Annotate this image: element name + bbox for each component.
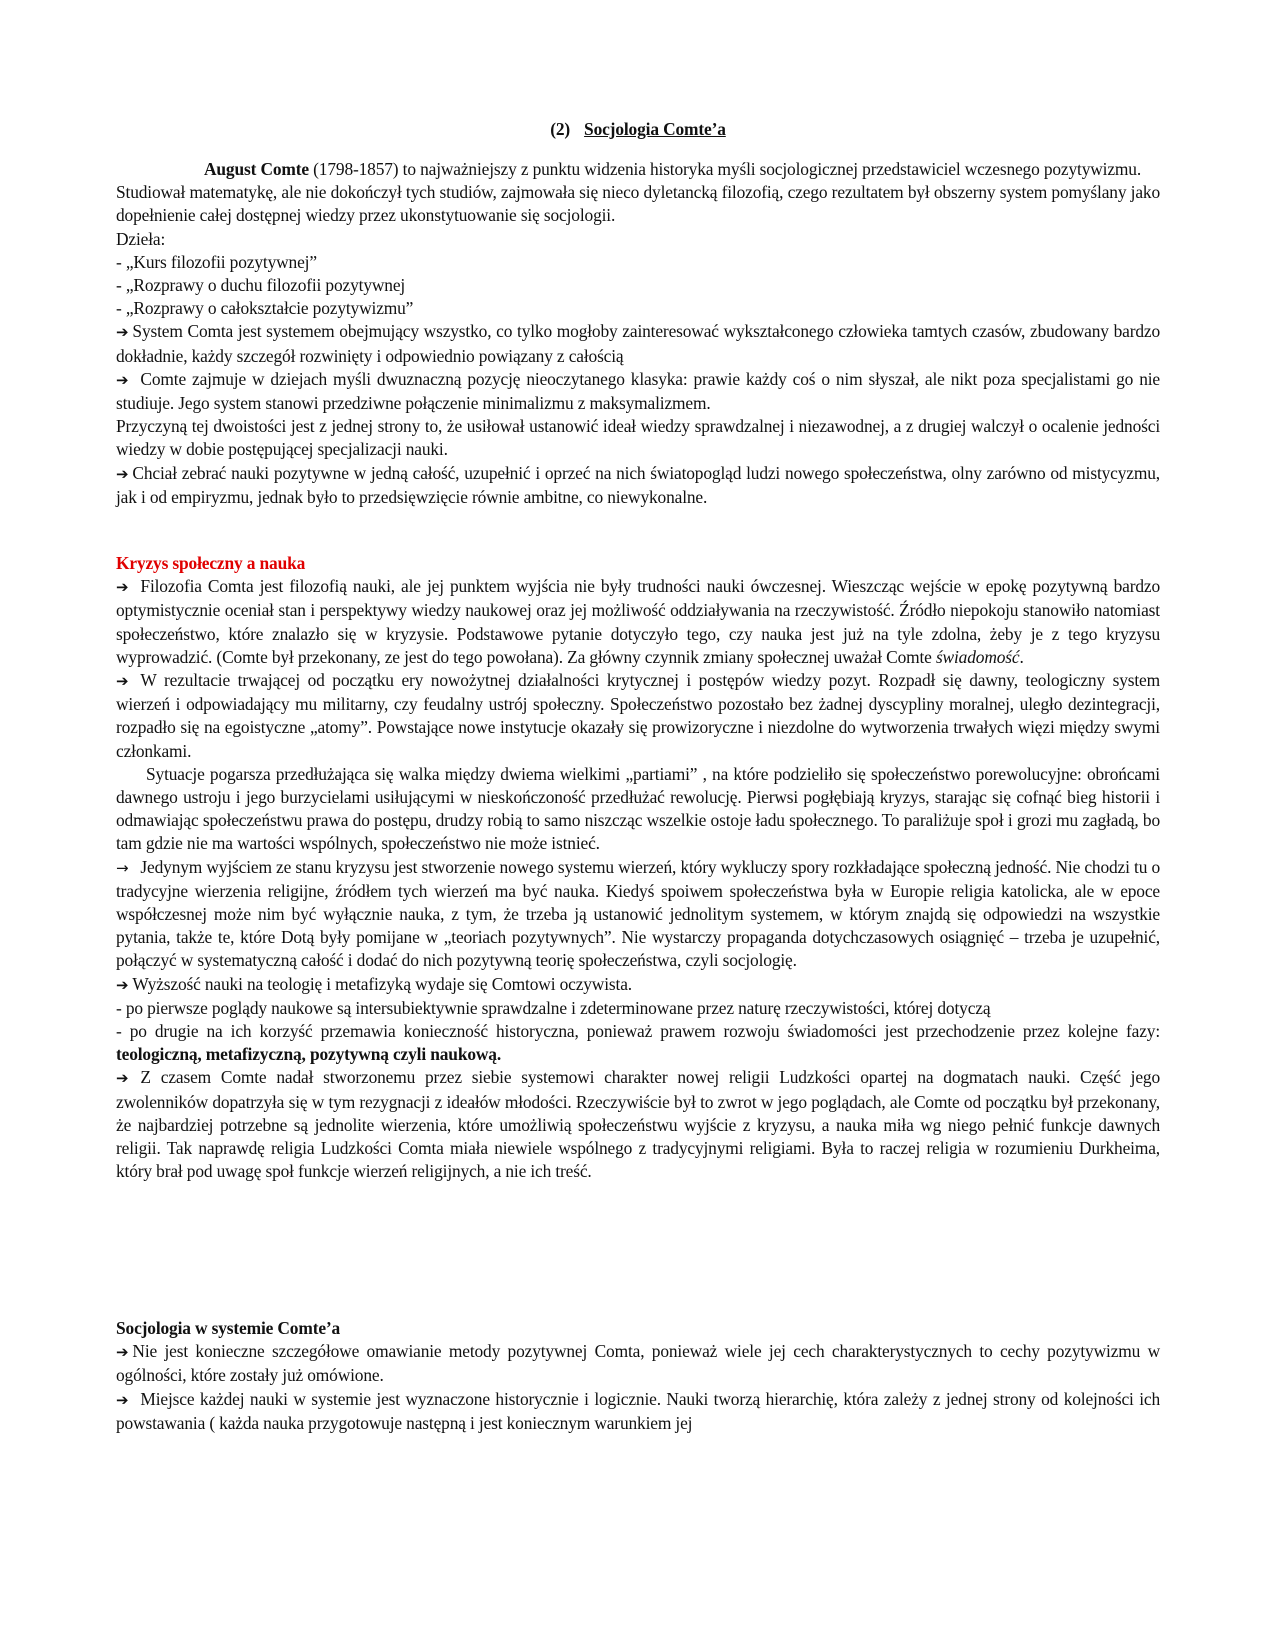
works-label: Dzieła: — [116, 228, 166, 249]
section-heading-crisis: Kryzys społeczny a nauka — [116, 553, 306, 573]
arrow-right-icon: ➔ — [116, 1069, 129, 1088]
work-item: - „Rozprawy o duchu filozofii pozytywnej — [116, 275, 406, 296]
crisis-bullet-1: - po pierwsze poglądy naukowe są intersubiektywnie sprawdzalne i zdeterminowane przez naturę rzeczywistości, której dotyczą — [116, 997, 991, 1018]
emphasis-awareness: świadomość — [935, 646, 1020, 667]
crisis-paragraph-5: ➔ Wyższość nauki na teologię i metafizyką wydaje się Comtowi oczywista. — [116, 973, 632, 994]
page-title — [116, 118, 1160, 141]
phases-list: teologiczną, metafizyczną, pozytywną czyli naukową. — [116, 1044, 502, 1065]
arrow-right-icon: ➔ — [116, 578, 129, 597]
arrow-right-icon: ➔ — [116, 323, 129, 342]
studies-paragraph: Studiował matematykę, ale nie dokończył tych studiów, zajmowała się nieco dyletancką filozofią, czego rezultatem był obszerny system pomyślany jako dopełnienie całej dostępnej wiedzy przez ukonstytuowanie się socjologii. — [116, 182, 1160, 226]
classic-paragraph: ➔ Comte zajmuje w dziejach myśli dwuznaczną pozycję nieoczytanego klasyka: prawie każdy coś o nim słyszał, ale nikt poza specjalistami go nie studiuje. Jego system stanowi przedziwne połączenie minimalizmu z maksymalizmem. — [116, 368, 1160, 414]
title-text: Socjologia Comte’a — [584, 119, 726, 139]
sociology-paragraph-2: ➔ Miejsce każdej nauki w systemie jest wyznaczone historycznie i logicznie. Nauki tworzą hierarchię, która zależy z jednej strony od kolejności ich powstawania ( każda nauka przygotowuje następną i jest koniecznym warunkiem jej — [116, 1388, 1160, 1433]
section-sociology — [116, 1317, 1160, 1435]
arrow-right-icon: ➔ — [116, 1390, 129, 1409]
arrow-right-icon: ➔ — [116, 464, 129, 483]
crisis-bullet-2: - po drugie na ich korzyść przemawia konieczność historyczna, ponieważ prawem rozwoju świadomości jest przechodzenie przez kolejne fazy: teologiczną, metafizyczną, pozytywną czyli naukową. — [116, 1021, 1160, 1065]
work-item: - „Rozprawy o całokształcie pozytywizmu” — [116, 298, 414, 319]
section-crisis — [116, 552, 1160, 1183]
crisis-paragraph-4: → Jedynym wyjściem ze stanu kryzysu jest stworzenie nowego systemu wierzeń, który wykluczy spory rozkładające społeczną jedność. Nie chodzi tu o tradycyjne wierzenia religijne, źródłem tych wierzeń ma być nauka. Kiedyś spoiwem społeczeństwa była w Europie religia katolicka, ale w epoce współczesnej może nim być wyłącznie nauka, z tym, że trzeba ją ustanowić jednolitym systemem, w którym znajdą się odpowiedzi na wszystkie pytania, także te, które Dotą były pomijane w „teoriach pozytywnych”. Nie wystarczy propaganda dotychczasowych osiągnięć – trzeba je uzupełnić, połączyć w systematyczną całość i dodać do nich pozytywną teorię społeczeństwa, czyli socjologię. — [116, 856, 1160, 971]
arrow-right-icon: ➔ — [116, 975, 129, 994]
crisis-paragraph-3: Sytuacje pogarsza przedłużająca się walka między dwiema wielkimi „partiami” , na które podzieliło się społeczeństwo porewolucyjne: obrońcami dawnego ustroju i jego burzycielami usiłującymi w nieskończoność przedłużać rewolucję. Pierwsi pogłębiają kryzys, starając się cofnąć bieg historii i odmawiając społeczeństwu prawa do postępu, drudzy robią to samo niszcząc wszelkie ostoje ładu społecznego. To paraliżuje społ i grozi mu zagładą, bo tam gdzie nie ma wartości wspólnych, społeczeństwo nie może istnieć. — [116, 763, 1160, 854]
title-number: (2) — [550, 119, 571, 139]
gather-paragraph: ➔ Chciał zebrać nauki pozytywne w jedną całość, uzupełnić i oprzeć na nich światopogląd ludzi nowego społeczeństwa, olny zarówno od mistycyzmu, jak i od empiryzmu, jednak było to przedsięwzięcie równie ambitne, co niewykonalne. — [116, 462, 1160, 507]
work-item: - „Kurs filozofii pozytywnej” — [116, 251, 317, 272]
arrow-right-icon: → — [116, 858, 129, 877]
duality-paragraph: Przyczyną tej dwoistości jest z jednej strony to, że usiłował ustanowić ideał wiedzy sprawdzalnej i niezawodnej, a z drugiej walczył o ocalenie jedności wiedzy w dobie postępującej specjalizacji nauki. — [116, 416, 1160, 460]
system-paragraph: ➔ System Comta jest systemem obejmujący wszystko, co tylko mogłoby zainteresować wykształconego człowieka tamtych czasów, zbudowany bardzo dokładnie, każdy szczegół rozwinięty i odpowiednio powiązany z całością — [116, 321, 1160, 366]
intro-paragraph: August Comte (1798-1857) to najważniejszy z punktu widzenia historyka myśli socjologicznej przedstawiciel wczesnego pozytywizmu. — [204, 159, 1142, 179]
sociology-paragraph-1: ➔ Nie jest konieczne szczegółowe omawianie metody pozytywnej Comta, ponieważ wiele jej cech charakterystycznych to cechy pozytywizmu w ogólności, które zostały już omówione. — [116, 1341, 1160, 1386]
arrow-right-icon: ➔ — [116, 1343, 129, 1362]
crisis-paragraph-2: ➔ W rezultacie trwającej od początku ery nowożytnej działalności krytycznej i postępów wiedzy pozyt. Rozpadł się dawny, teologiczny system wierzeń i odpowiadający mu militarny, czy feudalny ustrój społeczny. Społeczeństwo pozostało bez żadnej dyscypliny moralnej, uległo dezintegracji, rozpadło się na egoistyczne „atomy”. Powstające nowe instytucje okazały się prowizoryczne i niezdolne do wytworzenia trwałych więzi między swymi członkami. — [116, 670, 1160, 761]
author-name: August Comte — [204, 159, 309, 179]
arrow-right-icon: ➔ — [116, 370, 129, 389]
crisis-paragraph-1: ➔ Filozofia Comta jest filozofią nauki, ale jej punktem wyjścia nie były trudności nauki ówczesnej. Wieszcząc wejście w epokę pozytywną bardzo optymistycznie oceniał stan i perspektywy wiedzy naukowej oraz jej możliwość oddziaływania na rzeczywistość. Źródło niepokoju stanowiło natomiast społeczeństwo, które znalazło się w kryzysie. Podstawowe pytanie dotyczyło tego, czy nauka jest już na tyle zdolna, żeby je z tego kryzysu wyprowadzić. (Comte był przekonany, ze jest do tego powołana). Za główny czynnik zmiany społecznej uważał Comte świadomość. — [116, 576, 1160, 667]
crisis-paragraph-8: ➔ Z czasem Comte nadał stworzonemu przez siebie systemowi charakter nowej religii Ludzkości opartej na dogmatach nauki. Część jego zwolenników dopatrzyła się w tym rezygnacji z ideałów młodości. Rzeczywiście był to zwrot w jego poglądach, ale Comte od początku był przekonany, że najbardziej potrzebne są jednolite wierzenia, które umożliwią społeczeństwu wyjście z kryzysu, a nauka miła wg niego pełnić funkcje dawnych religii. Tak naprawdę religia Ludzkości Comta miała niewiele wspólnego z tradycyjnymi religiami. Była to raczej religia w rozumieniu Durkheima, który brał pod uwagę społ funkcje wierzeń religijnych, a nie ich treść. — [116, 1067, 1160, 1182]
arrow-right-icon: ➔ — [116, 672, 129, 691]
intro-block — [116, 158, 1160, 509]
section-heading-sociology: Socjologia w systemie Comte’a — [116, 1318, 341, 1338]
